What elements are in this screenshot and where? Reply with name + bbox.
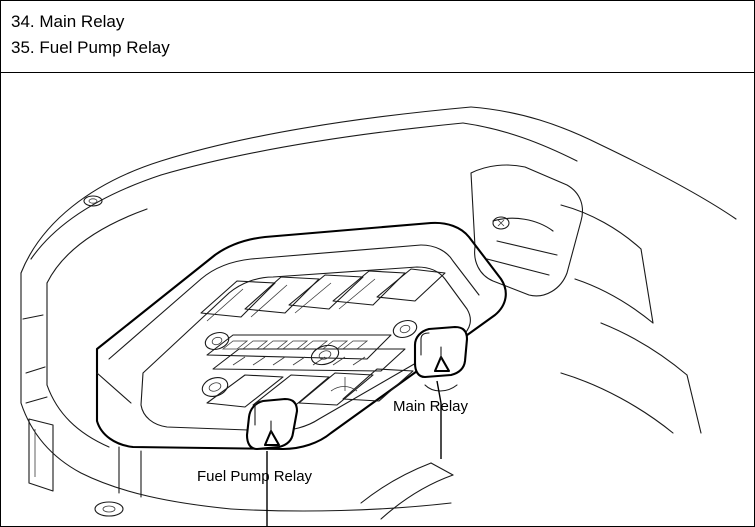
fuel-pump-relay-block <box>247 399 297 449</box>
callout-main-relay <box>393 381 469 459</box>
main-relay-block <box>415 327 467 391</box>
callout-fuel-pump-relay <box>197 451 313 526</box>
fuel-pump-relay-label: Fuel Pump Relay <box>197 468 313 485</box>
relay-box-diagram <box>1 73 754 526</box>
figure-caption-header <box>1 1 754 73</box>
main-relay-label: Main Relay <box>393 398 469 415</box>
caption-line-35: 35. Fuel Pump Relay <box>11 38 170 57</box>
diagram-svg <box>1 73 754 526</box>
caption-line-34: 34. Main Relay <box>11 12 125 31</box>
relay-junction-box <box>97 223 506 449</box>
body-contours <box>21 107 736 511</box>
